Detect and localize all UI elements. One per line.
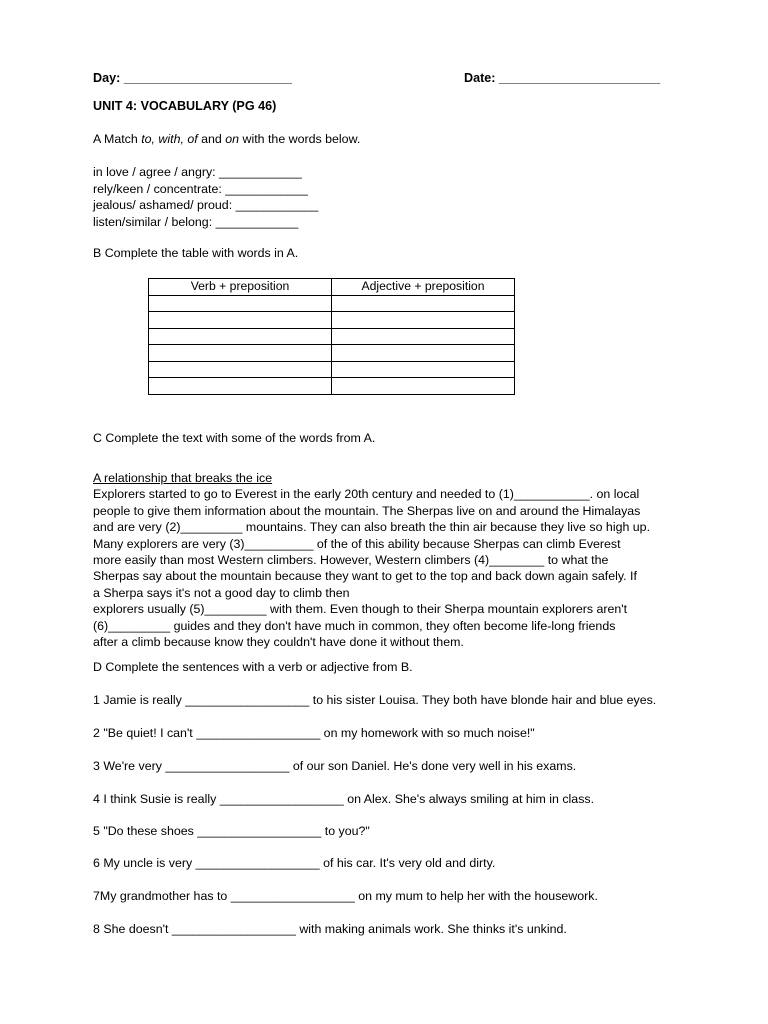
table-cell [332,345,515,362]
section-d-instruction: D Complete the sentences with a verb or adjective from B. [93,660,413,674]
section-a-instruction-prefix: A Match [93,132,142,146]
section-a-instruction-to: to, with, of [141,132,198,146]
table-row [149,312,515,329]
section-c-passage [93,470,683,650]
table-cell [332,295,515,312]
table-row [149,361,515,378]
passage-line: Sherpas say about the mountain because they want to get to the top and back down again safely. If [93,569,637,584]
section-c-instruction: C Complete the text with some of the words from A. [93,431,376,445]
day-label: Day: ________________________ [93,71,292,85]
table-cell [149,295,332,312]
table-row [149,378,515,395]
section-a-line: in love / agree / angry: ____________ [93,165,302,179]
exercise-item: 1 Jamie is really __________________ to his sister Louisa. They both have blonde hair and blue eyes. [93,693,657,707]
column-header-verb: Verb + preposition [149,279,332,296]
table-cell [332,312,515,329]
exercise-item: 2 "Be quiet! I can't __________________ on my homework with so much noise!" [93,726,535,740]
exercise-item: 8 She doesn't __________________ with making animals work. She thinks it's unkind. [93,922,567,936]
section-a-instruction-on: on [225,132,240,146]
section-a-line: jealous/ ashamed/ proud: ____________ [93,198,319,212]
table-cell [332,378,515,395]
exercise-item: 6 My uncle is very __________________ of his car. It's very old and dirty. [93,856,496,870]
table-row [149,295,515,312]
vocabulary-table [148,278,515,395]
passage-line: Explorers started to go to Everest in the early 20th century and needed to (1)___________. on local [93,487,640,502]
passage-line: Many explorers are very (3)__________ of the of this ability because Sherpas can climb Everest [93,536,621,551]
section-a-line: listen/similar / belong: ____________ [93,214,299,229]
section-a-instruction [93,131,360,147]
table-cell [332,328,515,345]
passage-line: and are very (2)_________ mountains. They can also breath the thin air because they live so high up. [93,520,651,535]
section-a-instruction-suffix: with the words below. [239,132,361,146]
passage-line: people to give them information about the mountain. The Sherpas live on and around the Himalayas [93,503,641,518]
passage-line: (6)_________ guides and they don't have much in common, they often become life-long friends [93,618,616,633]
table-cell [332,361,515,378]
table-row [149,345,515,362]
table-cell [149,312,332,329]
section-a-line: rely/keen / concentrate: ____________ [93,181,308,196]
page-title: UNIT 4: VOCABULARY (PG 46) [93,99,277,113]
exercise-item: 7My grandmother has to __________________ on my mum to help her with the housework. [93,889,598,903]
section-a-instruction-and: and [197,132,226,146]
exercise-item: 4 I think Susie is really __________________ on Alex. She's always smiling at him in class. [93,792,595,806]
section-b-instruction: B Complete the table with words in A. [93,246,299,260]
table-row [149,328,515,345]
column-header-adjective: Adjective + preposition [332,279,515,296]
table-cell [149,328,332,345]
table-header-row [149,279,515,296]
passage-line: after a climb because know they couldn't have done it without them. [93,635,464,650]
passage-line: explorers usually (5)_________ with them. Even though to their Sherpa mountain explorers aren't [93,602,628,617]
table-cell [149,361,332,378]
passage-heading: A relationship that breaks the ice [93,471,273,485]
passage-line: more easily than most Western climbers. However, Western climbers (4)________ to what the [93,553,609,568]
date-label: Date: _______________________ [464,71,661,85]
passage-line: a Sherpa says it's not a good day to climb then [93,585,350,600]
table-cell [149,378,332,395]
exercise-item: 5 "Do these shoes __________________ to you?" [93,824,370,838]
table-cell [149,345,332,362]
exercise-item: 3 We're very __________________ of our son Daniel. He's done very well in his exams. [93,759,577,773]
